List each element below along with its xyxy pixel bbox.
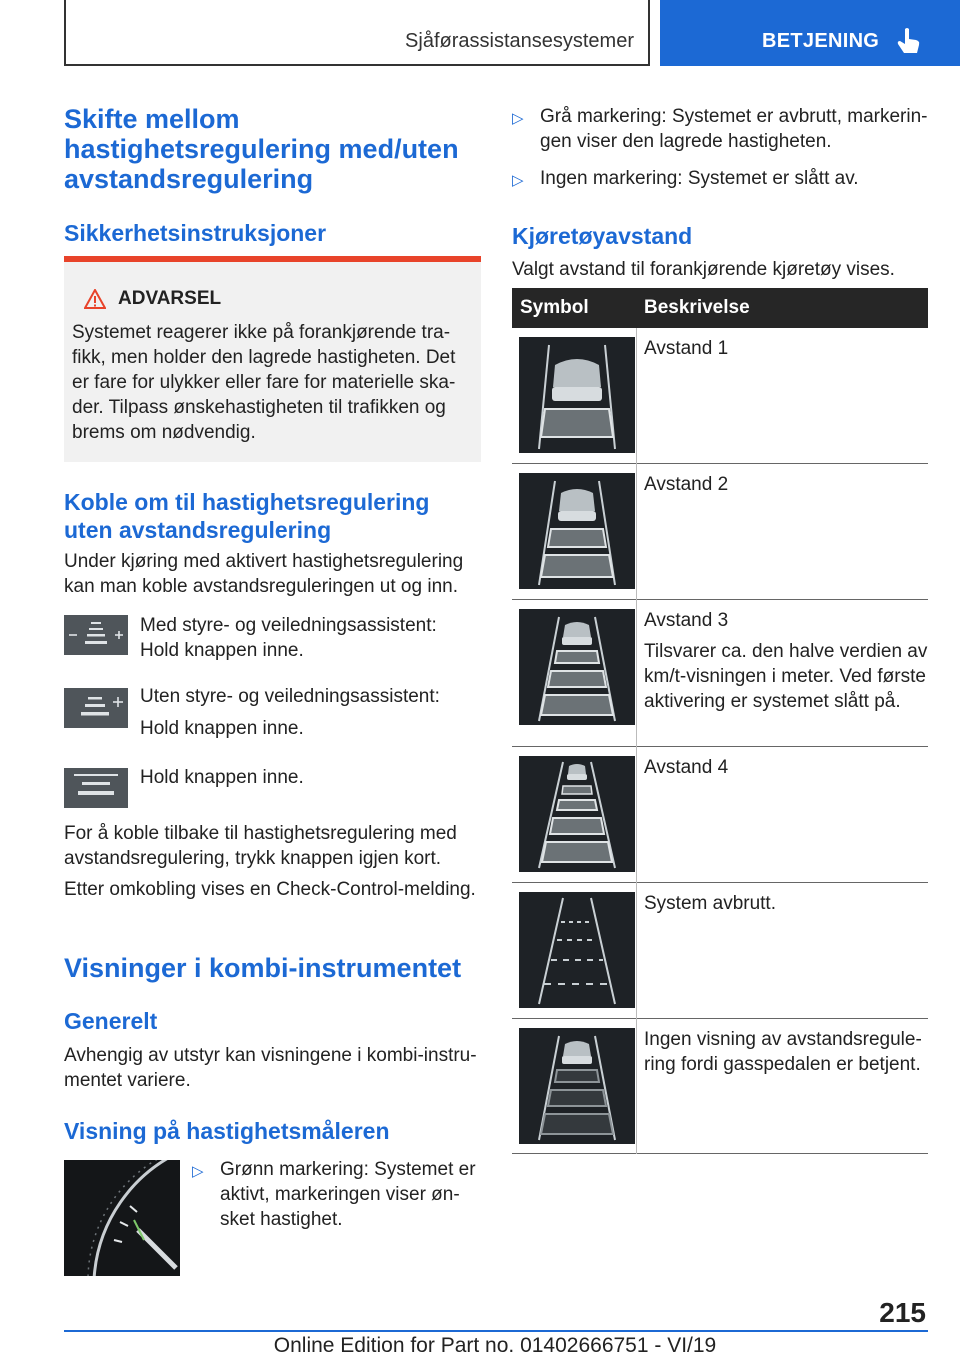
section-title-switch: Skifte mellom hastighetsregulering med/uten avstandsregulering xyxy=(64,104,459,194)
speedo-heading: Visning på hastighetsmåleren xyxy=(64,1118,390,1144)
option-1: Med styre- og veiledningsassistent: Hold knappen inne. xyxy=(140,615,437,661)
distance-plus-icon xyxy=(64,688,128,728)
general-text: Avhengig av utstyr kan visningene i kombi-instrumentet variere. xyxy=(64,1045,477,1091)
option-3: Hold knappen inne. xyxy=(140,767,304,788)
general-heading: Generelt xyxy=(64,1008,158,1034)
speedometer-image xyxy=(64,1160,180,1276)
section-title: BETJENING xyxy=(762,30,880,52)
row-description: Ingen visning av avstandsregulering fordi gasspedalen er betjent. xyxy=(644,1029,922,1075)
table-column-divider xyxy=(636,328,637,1154)
option-2: Uten styre- og veiledningsassistent: Hold knappen inne. xyxy=(140,686,440,739)
footer-rule xyxy=(64,1330,928,1332)
safety-heading: Sikkerhetsinstruksjoner xyxy=(64,220,327,246)
right-bullet-list xyxy=(512,104,928,193)
table-row xyxy=(512,1019,928,1154)
switch-heading: Koble om til hastighetsregulering uten avstandsregulering xyxy=(64,489,430,543)
system-interrupted-image xyxy=(519,892,635,1008)
page-number: 215 xyxy=(879,1297,926,1328)
distance-4-image xyxy=(519,756,635,872)
vehicle-distance-text: Valgt avstand til forankjørende kjøretøy vises. xyxy=(512,259,895,280)
bullet-item: ▷ Grå markering: Systemet er avbrutt, markeringen viser den lagrede hastigheten. xyxy=(512,106,928,152)
row-description: System avbrutt. xyxy=(644,893,776,914)
distance-minus-plus-icon xyxy=(64,615,128,655)
hand-pointer-icon xyxy=(896,27,922,55)
distance-icon xyxy=(64,768,128,808)
display-heading: Visninger i kombi-instrumentet xyxy=(64,953,462,983)
distance-1-image xyxy=(519,337,635,453)
bullet-triangle-icon: ▷ xyxy=(192,1163,204,1180)
row-description: Avstand 3 Tilsvarer ca. den halve verdien av km/t-visningen i meter. Ved første aktivering er systemet slått på. xyxy=(644,610,928,712)
row-description: Avstand 4 xyxy=(644,757,729,778)
header-section-tab[interactable] xyxy=(660,0,960,66)
table-row xyxy=(512,747,928,883)
chapter-title: Sjåførassistansesystemer xyxy=(405,30,634,52)
vehicle-distance-heading: Kjøretøyavstand xyxy=(512,223,693,249)
switch-text: Under kjøring med aktivert hastighetsregulering kan man koble avstandsreguleringen ut og inn. xyxy=(64,551,464,597)
header-description: Beskrivelse xyxy=(644,297,750,318)
warning-triangle-icon xyxy=(84,289,106,309)
table-header xyxy=(512,288,928,328)
row-description: Avstand 2 xyxy=(644,474,729,495)
after-text: Etter omkobling vises en Check-Control-melding. xyxy=(64,879,476,900)
footer-edition: Online Edition for Part no. 01402666751 - VI/19 xyxy=(273,1334,717,1357)
bullet-item: ▷ Grønn markering: Systemet er aktivt, markeringen viser ønsket hastighet. xyxy=(192,1159,476,1230)
warning-text: Systemet reagerer ikke på forankjørende trafikk, men holder den lagrede hastigheten. Det er fare for ulykker eller fare for materielle skader. Tilpass ønskehastigheten til trafikken og brems om nødvendig. xyxy=(72,322,456,443)
bullet-item: ▷ Ingen markering: Systemet er slått av. xyxy=(512,166,928,193)
distance-2-image xyxy=(519,473,635,589)
speedo-bullet-list xyxy=(192,1157,482,1232)
table-row xyxy=(512,464,928,600)
header-chapter-box xyxy=(64,0,650,66)
no-display-image xyxy=(519,1028,635,1144)
table-row xyxy=(512,328,928,464)
warning-label: ADVARSEL xyxy=(118,288,222,309)
row-description: Avstand 1 xyxy=(644,338,729,359)
bullet-triangle-icon: ▷ xyxy=(512,110,524,127)
table-row xyxy=(512,883,928,1019)
distance-3-image xyxy=(519,609,635,725)
back-text: For å koble tilbake til hastighetsregulering med avstandsregulering, trykk knappen igjen kort. xyxy=(64,823,457,869)
distance-table xyxy=(512,288,928,1154)
header-symbol: Symbol xyxy=(520,297,589,318)
warning-box xyxy=(64,256,481,462)
bullet-triangle-icon: ▷ xyxy=(512,172,524,189)
table-row xyxy=(512,600,928,747)
